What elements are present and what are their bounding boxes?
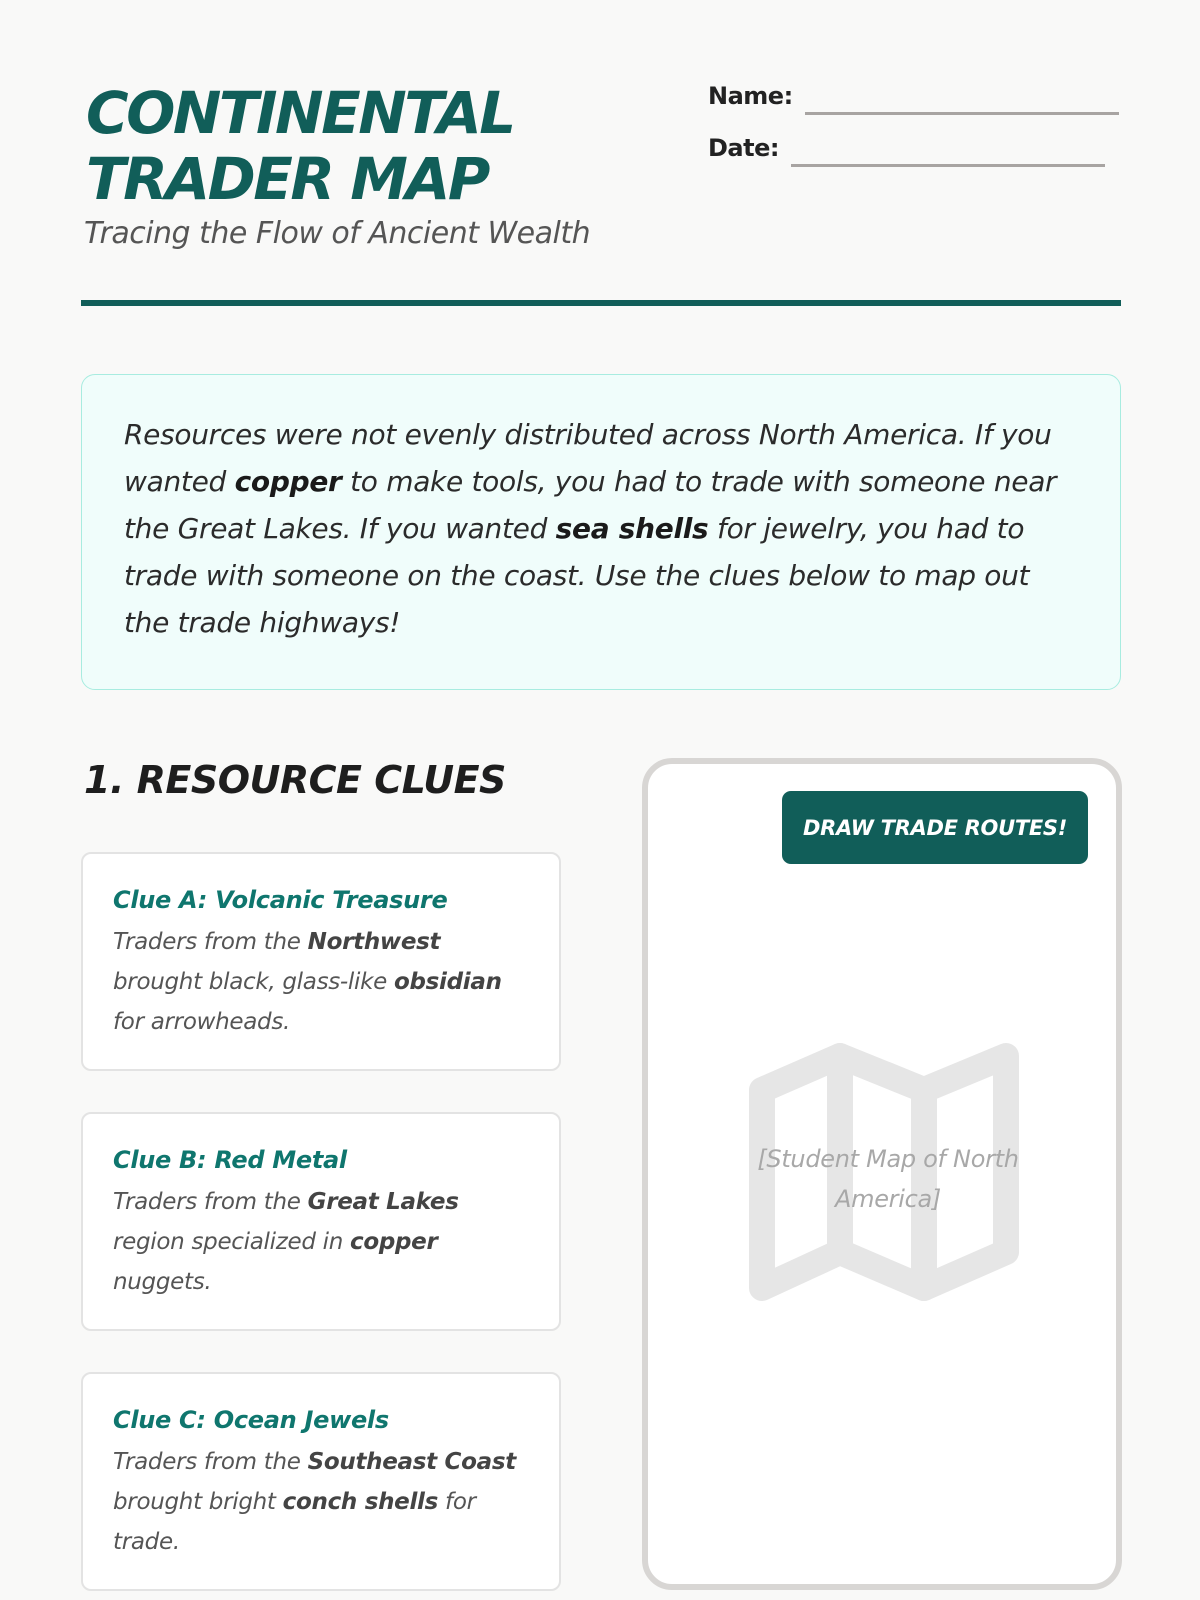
clue-text: Traders from the Southeast Coast brought bright conch shells for trade. [113,1449,516,1555]
name-field[interactable] [708,82,1119,110]
clue-title: Clue C: Ocean Jewels [113,1406,389,1434]
name-label: Name: [708,82,793,110]
title-line-1: CONTINENTAL [86,79,514,147]
worksheet-page [81,0,1121,1600]
date-label: Date: [708,134,779,162]
keyword-sea-shells: sea shells [555,512,709,545]
header-divider [81,300,1121,306]
title-line-2: TRADER MAP [86,145,488,213]
clue-title: Clue B: Red Metal [113,1146,347,1174]
student-map-panel[interactable] [642,758,1122,1590]
draw-trade-routes-button[interactable]: DRAW TRADE ROUTES! [782,791,1088,864]
page-subtitle: Tracing the Flow of Ancient Wealth [84,216,591,251]
clue-card-b [81,1112,561,1331]
keyword-copper: copper [234,465,342,498]
page-title [86,80,646,212]
map-placeholder-text: [Student Map of North America] [757,1145,1019,1213]
name-line[interactable] [805,112,1119,115]
intro-box [81,374,1121,690]
clue-card-c [81,1372,561,1591]
clue-card-a [81,852,561,1071]
intro-text: Resources were not evenly distributed across North America. If you wanted copper to make tools, you had to trade with someone near the Great Lakes. If you wanted sea shells for jewelry, you had to trade with someone on the coast. Use the clues below to map out the trade highways! [124,418,1057,639]
date-field[interactable] [708,134,1105,162]
clue-text: Traders from the Great Lakes region specialized in copper nuggets. [113,1189,459,1295]
clue-text: Traders from the Northwest brought black, glass-like obsidian for arrowheads. [113,929,502,1035]
clue-title: Clue A: Volcanic Treasure [113,886,448,914]
date-line[interactable] [791,164,1105,167]
section-title-resource-clues: 1. RESOURCE CLUES [84,758,506,802]
